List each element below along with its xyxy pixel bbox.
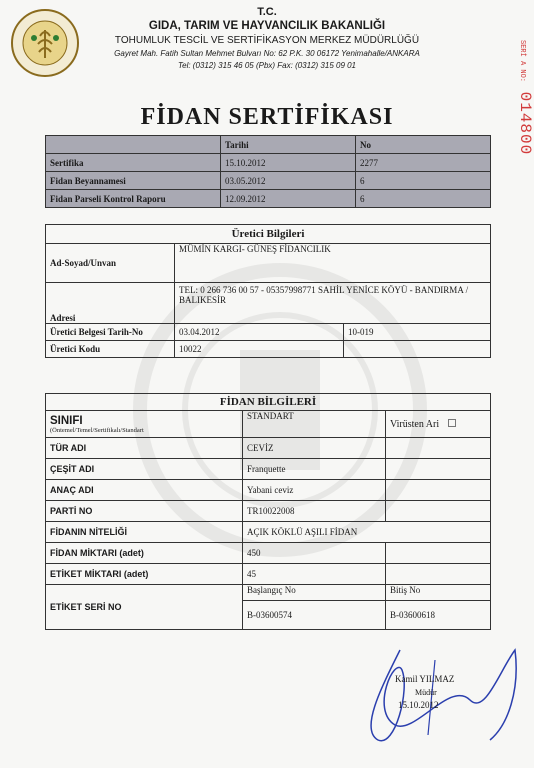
rootstock-value: Yabani ceviz [243, 480, 386, 501]
species-label: TÜR ADI [46, 438, 243, 459]
variety-value: Franquette [243, 459, 386, 480]
row-label: Fidan Parseli Kontrol Raporu [46, 190, 221, 208]
code-label: Üretici Kodu [46, 341, 175, 358]
qty-label: FİDAN MİKTARI (adet) [46, 543, 243, 564]
license-date: 03.04.2012 [175, 324, 344, 341]
name-value: MÜMİN KARGI- GÜNEŞ FİDANCILIK [175, 244, 491, 283]
producer-info-table [45, 224, 491, 358]
class-sublabel: (Öntemel/Temel/Sertifikalı/Standart [50, 426, 144, 434]
address-label: Adresi [46, 283, 175, 324]
row-date: 12.09.2012 [221, 190, 356, 208]
page-title: FİDAN SERTİFİKASI [140, 104, 394, 130]
lot-label: PARTİ NO [46, 501, 243, 522]
table-row [46, 172, 491, 190]
col-no-header: No [356, 136, 491, 154]
start-label: Başlangıç No [243, 585, 386, 601]
end-label: Bitiş No [386, 585, 491, 601]
signatory-title: Müdür [415, 688, 437, 697]
signature-date: 15.10.2012 [398, 700, 439, 710]
row-no: 6 [356, 190, 491, 208]
row-label: Fidan Beyannamesi [46, 172, 221, 190]
row-date: 03.05.2012 [221, 172, 356, 190]
end-value: B-03600618 [386, 601, 491, 630]
rootstock-label: ANAÇ ADI [46, 480, 243, 501]
header-ministry: GIDA, TARIM VE HAYVANCILIK BAKANLIĞI [148, 20, 386, 32]
table-row [46, 154, 491, 172]
label-qty-label: ETİKET MİKTARI (adet) [46, 564, 243, 585]
species-value: CEVİZ [243, 438, 386, 459]
license-no: 10-019 [344, 324, 491, 341]
producer-section-title: Üretici Bilgileri [46, 225, 491, 244]
document-dates-table [45, 135, 491, 208]
start-value: B-03600574 [243, 601, 386, 630]
class-label: SINIFI [50, 414, 83, 427]
sapling-info-table [45, 393, 491, 630]
code-value: 10022 [175, 341, 344, 358]
class-value: STANDART [243, 411, 386, 438]
serial-label: SERİ A NO: [518, 40, 526, 83]
address-value: TEL: 0 266 736 00 57 - 05357998771 SAHİL YENİCE KÖYÜ - BANDIRMA / BALIKESİR [175, 283, 491, 324]
col-date-header: Tarihi [221, 136, 356, 154]
virus-free-label: Virüsten Ari [390, 418, 440, 430]
row-no: 6 [356, 172, 491, 190]
signatory-name: Kamil YILMAZ [395, 674, 455, 684]
lot-value: TR10022008 [243, 501, 386, 522]
license-label: Üretici Belgesi Tarih-No [46, 324, 175, 341]
row-no: 2277 [356, 154, 491, 172]
table-row [46, 190, 491, 208]
variety-label: ÇEŞİT ADI [46, 459, 243, 480]
sapling-section-title: FİDAN BİLGİLERİ [46, 394, 491, 411]
label-qty-value: 45 [243, 564, 386, 585]
name-label: Ad-Soyad/Unvan [46, 244, 175, 283]
quality-value: AÇIK KÖKLÜ AŞILI FİDAN [243, 522, 491, 543]
row-label: Sertifika [46, 154, 221, 172]
header-phone: Tel: (0312) 315 46 05 (Pbx) Fax: (0312) 315 09 01 [177, 61, 357, 70]
header-directorate: TOHUMLUK TESCİL VE SERTİFİKASYON MERKEZ MÜDÜRLÜĞÜ [114, 35, 420, 46]
label-serial-label: ETİKET SERİ NO [46, 585, 243, 630]
quality-label: FİDANIN NİTELİĞİ [46, 522, 243, 543]
row-date: 15.10.2012 [221, 154, 356, 172]
virus-free-checkbox[interactable] [448, 419, 456, 427]
qty-value: 450 [243, 543, 386, 564]
header-tc: T.C. [257, 6, 277, 18]
header-address: Gayret Mah. Fatih Sultan Mehmet Bulvarı No: 62 P.K. 30 06172 Yenimahalle/ANKARA [114, 49, 420, 58]
serial-value: 014800 [516, 91, 534, 156]
